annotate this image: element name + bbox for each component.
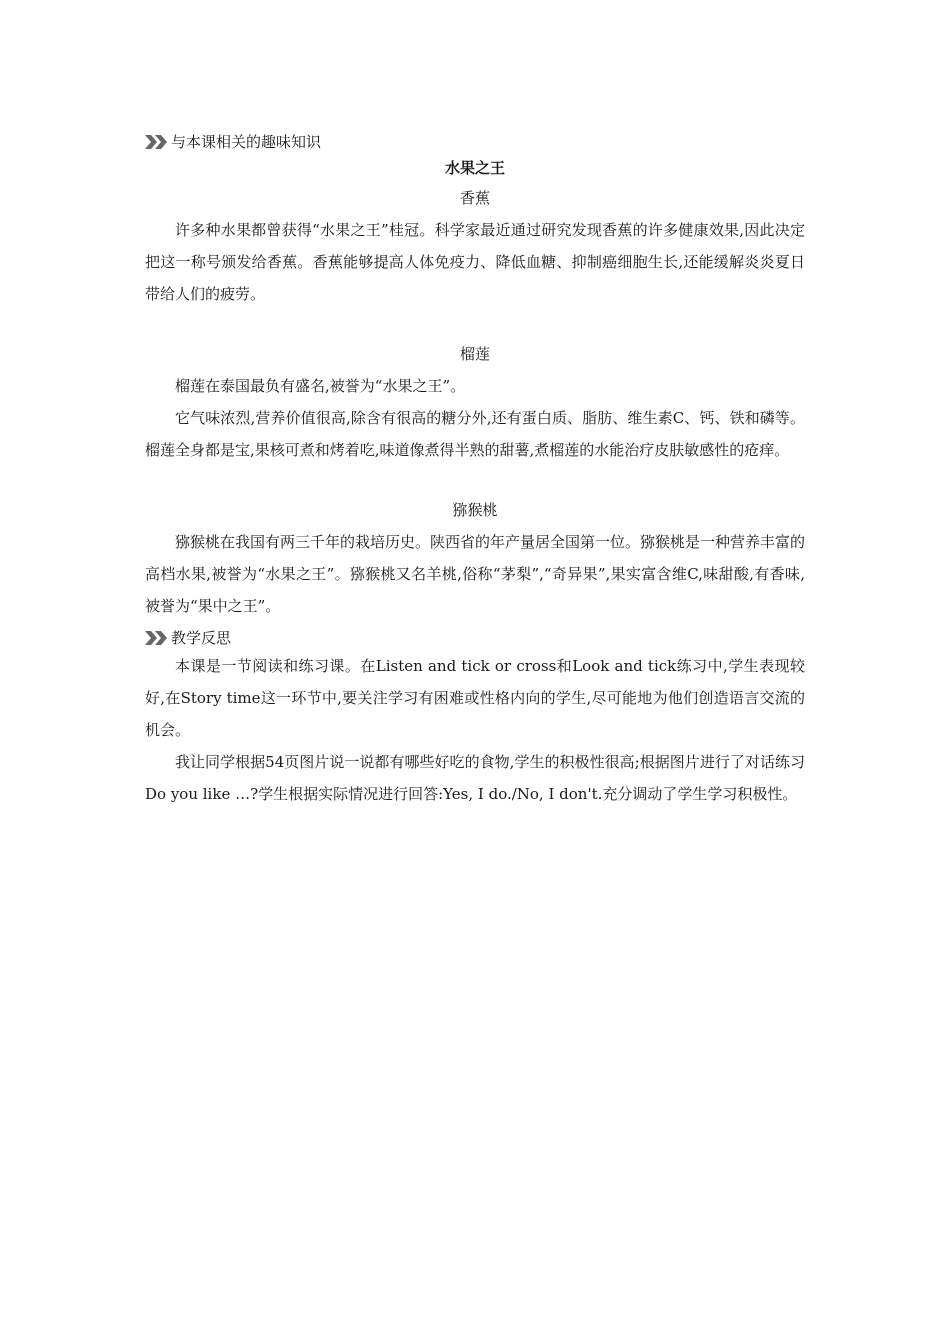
section-heading-text: 与本课相关的趣味知识	[171, 133, 322, 151]
banana-paragraph: 许多种水果都曾获得“水果之王”桂冠。科学家最近通过研究发现香蕉的许多健康效果,因此决定把这一称号颁发给香蕉。香蕉能够提高人体免疫力、降低血糖、抑制癌细胞生长,还能缓解炎炎夏日带给人们的疲劳。	[145, 221, 805, 303]
durian-paragraph-1: 榴莲在泰国最负有盛名,被誉为“水果之王”。	[175, 377, 466, 395]
kiwi-paragraph: 猕猴桃在我国有两三千年的栽培历史。陕西省的年产量居全国第一位。猕猴桃是一种营养丰富的高档水果,被誉为“水果之王”。猕猴桃又名羊桃,俗称“茅梨”,“奇异果”,果实富含维C,味甜酸,有香味,被誉为“果中之王”。	[145, 533, 806, 615]
section-heading-text: 教学反思	[171, 629, 232, 647]
reflection-paragraph-1: 本课是一节阅读和练习课。在Listen and tick or cross和Look and tick练习中,学生表现较好,在Story time这一环节中,要关注学习有困难或性格内向的学生,尽可能地为他们创造语言交流的机会。	[145, 657, 805, 739]
section-heading-fun-facts	[145, 130, 805, 154]
article-title: 水果之王	[444, 159, 505, 177]
fruit-heading-banana: 香蕉	[459, 189, 490, 207]
double-chevron-icon	[145, 135, 169, 149]
section-heading-reflection	[145, 626, 805, 650]
fruit-heading-kiwi: 猕猴桃	[452, 501, 498, 519]
document-page	[145, 130, 805, 810]
durian-paragraph-2: 它气味浓烈,营养价值很高,除含有很高的糖分外,还有蛋白质、脂肪、维生素C、钙、铁和磷等。榴莲全身都是宝,果核可煮和烤着吃,味道像煮得半熟的甜薯,煮榴莲的水能治疗皮肤敏感性的疮痒。	[145, 409, 805, 459]
fruit-heading-durian: 榴莲	[459, 345, 490, 363]
double-chevron-icon	[145, 631, 169, 645]
reflection-paragraph-2: 我让同学根据54页图片说一说都有哪些好吃的食物,学生的积极性很高;根据图片进行了对话练习Do you like …?学生根据实际情况进行回答:Yes, I do./No, I don't.充分调动了学生学习积极性。	[145, 753, 805, 803]
